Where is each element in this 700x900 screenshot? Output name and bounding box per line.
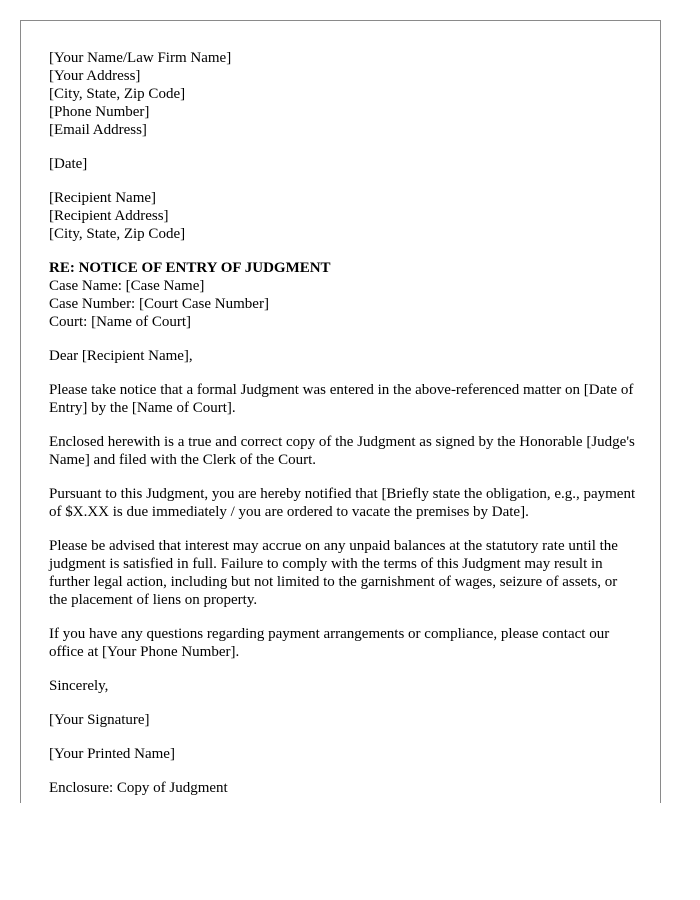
letter-body xyxy=(49,49,639,797)
sender-city-state-zip: [City, State, Zip Code] xyxy=(49,86,186,102)
signature: [Your Signature] xyxy=(49,712,150,728)
re-heading: RE: NOTICE OF ENTRY OF JUDGMENT xyxy=(49,260,331,276)
recipient-city-state-zip: [City, State, Zip Code] xyxy=(49,226,186,242)
court-name: Court: [Name of Court] xyxy=(49,314,192,330)
sender-name: [Your Name/Law Firm Name] xyxy=(49,50,232,66)
sender-block xyxy=(49,49,639,139)
case-number: Case Number: [Court Case Number] xyxy=(49,296,269,312)
reference-block xyxy=(49,259,639,331)
case-name: Case Name: [Case Name] xyxy=(49,278,205,294)
recipient-name: [Recipient Name] xyxy=(49,190,157,206)
sender-address: [Your Address] xyxy=(49,68,141,84)
paragraph-contact: If you have any questions regarding payment arrangements or compliance, please contact our office at [Your Phone Number]. xyxy=(49,626,610,660)
paragraph-interest: Please be advised that interest may accrue on any unpaid balances at the statutory rate until the judgment is satisfied in full. Failure to comply with the terms of this Judgment may result in further legal action, including but not limited to the garnishment of wages, seizure of assets, or the placement of liens on property. xyxy=(49,538,618,608)
recipient-block xyxy=(49,189,639,243)
paragraph-notice: Please take notice that a formal Judgment was entered in the above-referenced matter on [Date of Entry] by the [Name of Court]. xyxy=(49,382,634,416)
printed-name: [Your Printed Name] xyxy=(49,746,175,762)
letter-date: [Date] xyxy=(49,156,88,172)
closing: Sincerely, xyxy=(49,678,109,694)
letter-page xyxy=(20,20,661,803)
enclosure-note: Enclosure: Copy of Judgment xyxy=(49,780,228,796)
sender-phone: [Phone Number] xyxy=(49,104,150,120)
paragraph-enclosed: Enclosed herewith is a true and correct copy of the Judgment as signed by the Honorable [Judge's Name] and filed with the Clerk of the Court. xyxy=(49,434,635,468)
salutation: Dear [Recipient Name], xyxy=(49,348,193,364)
paragraph-obligation: Pursuant to this Judgment, you are hereby notified that [Briefly state the obligation, e.g., payment of $X.XX is due immediately / you are ordered to vacate the premises by Date]. xyxy=(49,486,636,520)
sender-email: [Email Address] xyxy=(49,122,147,138)
recipient-address: [Recipient Address] xyxy=(49,208,169,224)
